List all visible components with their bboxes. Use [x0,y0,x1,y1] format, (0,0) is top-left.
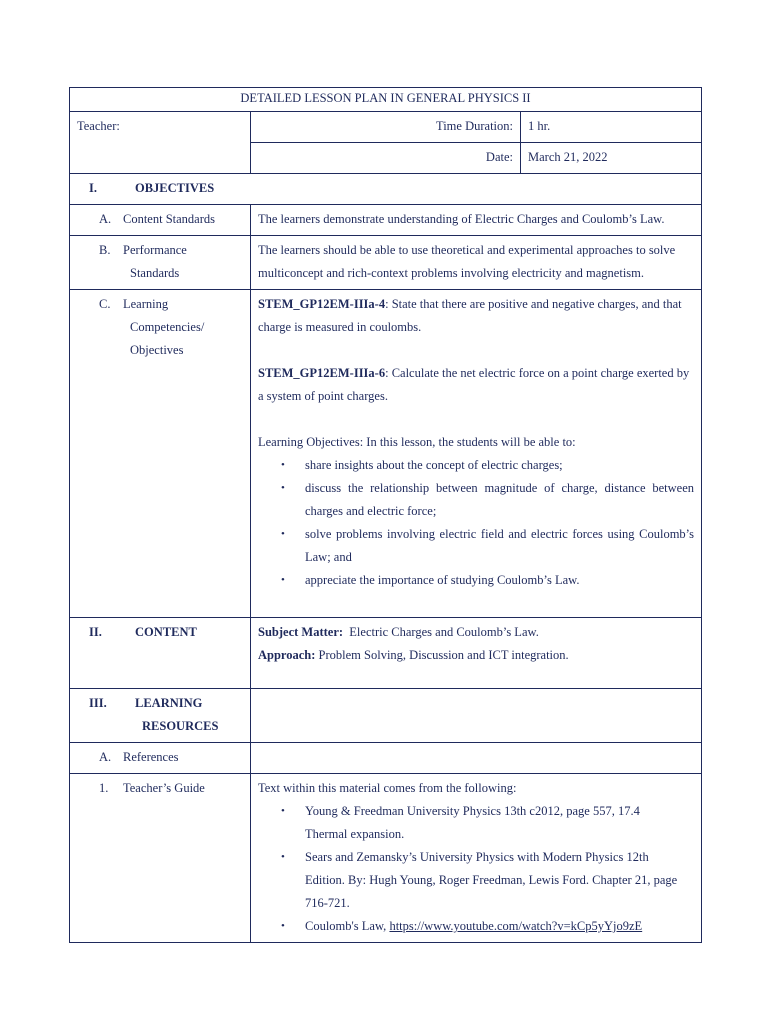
competencies-label-line2: Competencies/ [130,320,205,334]
time-duration-value: 1 hr. [528,119,551,133]
approach-label: Approach: [258,648,316,662]
references-label-cell [70,743,251,774]
competency-2 [258,362,694,408]
teacher-label: Teacher: [77,119,120,133]
time-value-cell [521,112,702,143]
list-item: • Young & Freedman University Physics 13th c2012, page 557, 17.4 Thermal expansion. [258,800,694,846]
content-standards-row [70,205,702,236]
learning-objectives-intro: Learning Objectives: In this lesson, the students will be able to: [258,435,576,449]
date-label-cell [251,143,521,174]
teacher-time-row [70,112,702,143]
subject-matter-value: Electric Charges and Coulomb’s Law. [343,625,539,639]
section-heading: OBJECTIVES [135,181,215,195]
learning-objectives-list [258,454,694,592]
content-standards-label-cell [70,205,251,236]
competency-text: : State that there are positive and negative charges, and that charge is measured in coulombs. [258,297,682,334]
date-value: March 21, 2022 [528,150,608,164]
performance-label-line2: Standards [130,266,180,280]
performance-label-line1: Performance [123,243,187,257]
teachers-guide-intro: Text within this material comes from the following: [258,781,517,795]
list-item: • share insights about the concept of electric charges; [258,454,694,477]
section-number: III. [89,696,107,710]
competency-text: : Calculate the net electric force on a point charge exerted by a system of point charges. [258,366,690,403]
approach [258,644,694,667]
date-label: Date: [485,150,513,164]
item-letter: C. [99,297,111,311]
teachers-guide-label: Teacher’s Guide [123,781,205,795]
competency-1 [258,293,694,339]
reference-text: Coulomb's Law, [305,919,390,933]
subject-matter [258,621,694,644]
references-row [70,743,702,774]
competencies-label-line3: Objectives [130,343,184,357]
teachers-guide-content-cell [251,774,702,943]
resources-empty-cell [251,689,702,743]
item-letter: B. [99,243,111,257]
performance-standards-text: The learners should be able to use theoretical and experimental approaches to solve multiconcept and rich-context problems involving electricity and magnetism. [251,236,702,290]
section-heading-line2: RESOURCES [142,719,219,733]
document-title: DETAILED LESSON PLAN IN GENERAL PHYSICS II [70,88,702,112]
list-item: • Sears and Zemansky’s University Physics with Modern Physics 12th Edition. By: Hugh Young, Roger Freedman, Lewis Ford. Chapter 21, page 716-721. [258,846,694,915]
teachers-guide-row [70,774,702,943]
lesson-plan-table [69,87,702,943]
references-label: References [123,750,179,764]
performance-standards-label-cell [70,236,251,290]
section-heading: CONTENT [135,625,197,639]
competency-code: STEM_GP12EM-IIIa-4 [258,297,386,311]
content-standards-label: Content Standards [123,212,216,226]
time-label-cell [251,112,521,143]
section-number: II. [89,625,102,639]
date-value-cell [521,143,702,174]
subject-matter-label: Subject Matter: [258,625,344,639]
reference-list [258,800,694,938]
performance-standards-row [70,236,702,290]
list-item: • appreciate the importance of studying Coulomb’s Law. [258,569,694,592]
references-empty-cell [251,743,702,774]
section-number: I. [89,181,97,195]
teachers-guide-label-cell [70,774,251,943]
competencies-row [70,290,702,618]
content-heading-cell [70,618,251,689]
resources-heading-cell [70,689,251,743]
teacher-cell [70,112,251,174]
section-heading-line1: LEARNING [135,696,203,710]
youtube-link[interactable]: https://www.youtube.com/watch?v=kCp5yYjo9zE [389,919,643,933]
competency-code: STEM_GP12EM-IIIa-6 [258,366,386,380]
item-number: 1. [99,781,109,795]
competencies-label-line1: Learning [123,297,169,311]
list-item [258,915,694,938]
approach-value: Problem Solving, Discussion and ICT integration. [315,648,569,662]
objectives-heading [70,174,702,205]
time-duration-label: Time Duration: [436,119,513,133]
list-item: • discuss the relationship between magnitude of charge, distance between charges and electric force; [258,477,694,523]
resources-heading-row [70,689,702,743]
title-row [70,88,702,112]
list-item: • solve problems involving electric field and electric forces using Coulomb’s Law; and [258,523,694,569]
item-letter: A. [99,750,112,764]
competencies-label-cell [70,290,251,618]
lesson-plan-page [69,87,701,943]
competencies-content-cell [251,290,702,618]
content-details-cell [251,618,702,689]
objectives-heading-row [70,174,702,205]
item-letter: A. [99,212,112,226]
content-row [70,618,702,689]
content-standards-text: The learners demonstrate understanding of Electric Charges and Coulomb’s Law. [251,205,702,236]
